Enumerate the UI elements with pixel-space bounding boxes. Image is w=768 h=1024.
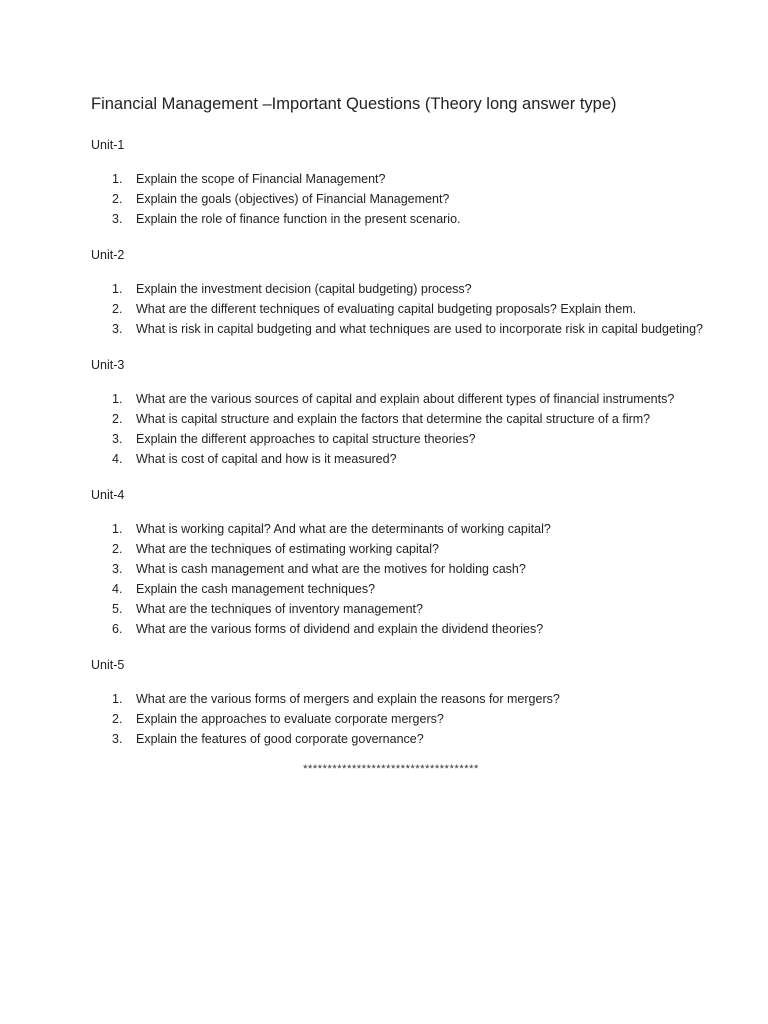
question-item xyxy=(91,729,708,749)
question-text: Explain the approaches to evaluate corporate mergers? xyxy=(136,712,444,726)
question-text: Explain the goals (objectives) of Financial Management? xyxy=(136,192,450,206)
question-text: What is capital structure and explain the factors that determine the capital structure of a firm? xyxy=(136,412,651,426)
question-text: What is working capital? And what are the determinants of working capital? xyxy=(136,522,551,536)
question-number: 3. xyxy=(112,212,123,226)
question-item xyxy=(91,539,708,559)
question-text: What are the various sources of capital and explain about different types of financial instruments? xyxy=(136,392,675,406)
question-text: Explain the scope of Financial Management? xyxy=(136,172,386,186)
unit-heading: Unit-2 xyxy=(91,248,125,262)
unit-section xyxy=(91,657,708,749)
question-item xyxy=(91,599,708,619)
question-number: 6. xyxy=(112,622,123,636)
question-item xyxy=(91,189,708,209)
question-text: Explain the cash management techniques? xyxy=(136,582,376,596)
question-number: 1. xyxy=(112,282,123,296)
question-list xyxy=(91,279,708,339)
question-number: 2. xyxy=(112,712,123,726)
question-text: What is cash management and what are the motives for holding cash? xyxy=(136,562,526,576)
question-number: 1. xyxy=(112,172,123,186)
question-number: 1. xyxy=(112,392,123,406)
question-number: 2. xyxy=(112,192,123,206)
question-number: 2. xyxy=(112,412,123,426)
unit-heading: Unit-5 xyxy=(91,658,125,672)
question-item xyxy=(91,559,708,579)
question-list xyxy=(91,389,708,469)
question-text: Explain the investment decision (capital budgeting) process? xyxy=(136,282,472,296)
unit-heading: Unit-1 xyxy=(91,138,125,152)
question-item xyxy=(91,299,708,319)
question-item xyxy=(91,689,708,709)
question-number: 3. xyxy=(112,432,123,446)
question-number: 3. xyxy=(112,732,123,746)
question-number: 1. xyxy=(112,522,123,536)
question-item xyxy=(91,169,708,189)
question-number: 2. xyxy=(112,302,123,316)
question-number: 2. xyxy=(112,542,123,556)
question-text: What is risk in capital budgeting and what techniques are used to incorporate risk in capital budgeting? xyxy=(136,322,704,336)
question-item xyxy=(91,429,708,449)
question-item xyxy=(91,579,708,599)
units-container xyxy=(91,137,708,749)
question-number: 3. xyxy=(112,562,123,576)
question-list xyxy=(91,689,708,749)
unit-heading: Unit-3 xyxy=(91,358,125,372)
question-list xyxy=(91,169,708,229)
question-text: What are the different techniques of evaluating capital budgeting proposals? Explain them. xyxy=(136,302,637,316)
question-item xyxy=(91,449,708,469)
question-text: What are the techniques of estimating working capital? xyxy=(136,542,439,556)
question-item xyxy=(91,709,708,729)
question-text: What are the techniques of inventory management? xyxy=(136,602,423,616)
question-item xyxy=(91,209,708,229)
question-text: Explain the different approaches to capital structure theories? xyxy=(136,432,476,446)
question-item xyxy=(91,619,708,639)
unit-section xyxy=(91,137,708,229)
question-number: 4. xyxy=(112,452,123,466)
question-text: What are the various forms of dividend and explain the dividend theories? xyxy=(136,622,544,636)
question-item xyxy=(91,279,708,299)
question-item xyxy=(91,389,708,409)
question-number: 1. xyxy=(112,692,123,706)
question-text: What are the various forms of mergers and explain the reasons for mergers? xyxy=(136,692,560,706)
question-item xyxy=(91,409,708,429)
question-list xyxy=(91,519,708,639)
unit-heading: Unit-4 xyxy=(91,488,125,502)
question-number: 5. xyxy=(112,602,123,616)
unit-section xyxy=(91,487,708,639)
question-text: Explain the role of finance function in the present scenario. xyxy=(136,212,461,226)
question-item xyxy=(91,319,708,339)
question-number: 4. xyxy=(112,582,123,596)
question-item xyxy=(91,519,708,539)
document-title: Financial Management –Important Questions (Theory long answer type) xyxy=(91,95,617,113)
unit-section xyxy=(91,357,708,469)
unit-section xyxy=(91,247,708,339)
end-separator: ************************************ xyxy=(303,763,479,775)
question-text: What is cost of capital and how is it measured? xyxy=(136,452,397,466)
question-text: Explain the features of good corporate governance? xyxy=(136,732,424,746)
question-number: 3. xyxy=(112,322,123,336)
